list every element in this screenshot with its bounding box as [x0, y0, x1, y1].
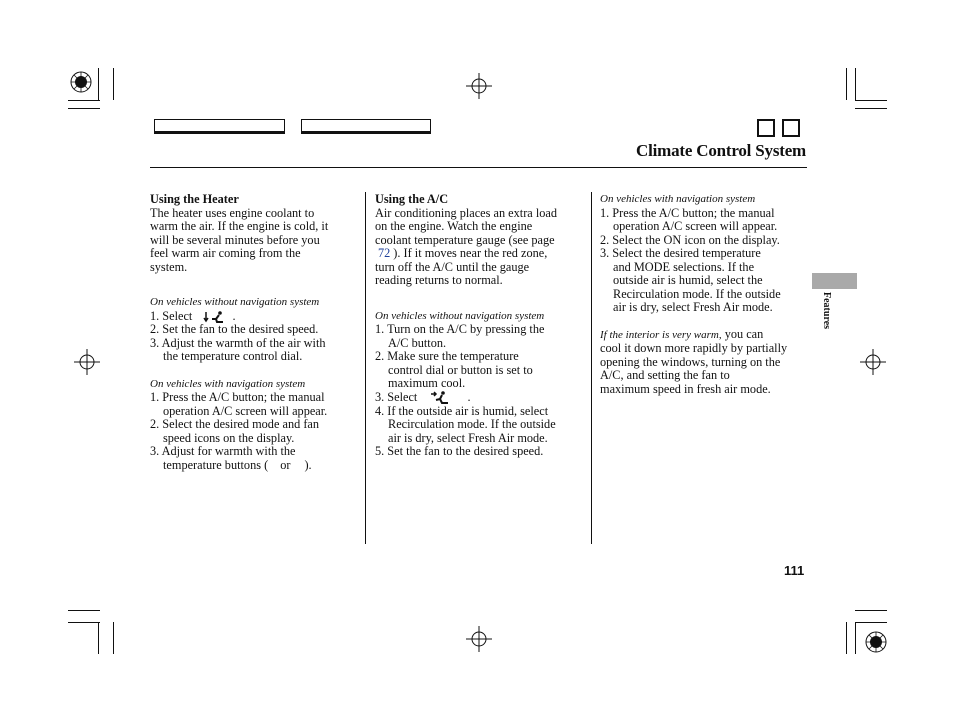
page-title: Climate Control System [636, 141, 806, 160]
registration-crosshair-icon [466, 626, 492, 652]
page-reference-link[interactable]: 72 [378, 246, 391, 260]
registration-crosshair-icon [466, 73, 492, 99]
section-tab-label: Features [821, 292, 832, 330]
floor-vent-mode-icon [203, 311, 225, 323]
list-item-cont: air is dry, select Fresh Air mode. [613, 300, 773, 314]
body-line: reading returns to normal. [375, 273, 503, 287]
list-item: 1. Press the A/C button; the manual [600, 205, 775, 220]
list-item: 2. Make sure the temperature [375, 349, 519, 363]
page-number: 111 [784, 563, 805, 578]
list-item: 3. Select the desired temperature [600, 246, 761, 260]
list-item-cont: control dial or button is set to [388, 362, 533, 377]
body-line: system. [150, 259, 188, 274]
registration-crosshair-icon [860, 349, 886, 375]
column-ac [375, 193, 589, 459]
tip-line: cool it down more rapidly by partially [600, 341, 788, 355]
list-item-cont: Recirculation mode. If the outside [388, 417, 556, 432]
subsection-label: On vehicles with navigation system [150, 377, 306, 390]
list-item-cont: temperature buttons ( or ). [163, 457, 312, 472]
body-line: Air conditioning places an extra load [375, 205, 558, 220]
body-line: warm the air. If the engine is cold, it [150, 219, 329, 233]
body-line: will be several minutes before you [150, 232, 320, 247]
list-item: 3. Adjust the warmth of the air with [150, 335, 326, 350]
nav-tab-box-1 [154, 119, 285, 134]
tip-line: If the interior is very warm, you can [600, 326, 764, 341]
sunburst-registration-icon [69, 70, 93, 94]
dash-vent-mode-icon [430, 391, 450, 405]
nav-square-2 [782, 119, 800, 137]
subsection-label: On vehicles without navigation system [375, 309, 545, 322]
list-item-cont: Recirculation mode. If the outside [613, 286, 781, 301]
list-item: 1. Turn on the A/C by pressing the [375, 322, 545, 336]
list-item-cont: air is dry, select Fresh Air mode. [388, 430, 548, 445]
column-divider [365, 192, 366, 544]
subsection-label: On vehicles with navigation system [600, 193, 756, 205]
header-rule [150, 167, 807, 168]
section-heading: Using the A/C [375, 192, 449, 206]
list-item: 2. Set the fan to the desired speed. [150, 322, 319, 336]
list-item-cont: operation A/C screen will appear. [163, 403, 328, 418]
list-item: 5. Set the fan to the desired speed. [375, 444, 544, 459]
body-line: 72 ). If it moves near the red zone, [375, 247, 589, 261]
list-item-cont: A/C button. [388, 335, 447, 350]
list-item-cont: maximum cool. [388, 376, 466, 390]
body-line: turn off the A/C until the gauge [375, 259, 530, 274]
list-item: 4. If the outside air is humid, select [375, 403, 549, 418]
list-item: 3. Select . [375, 389, 471, 404]
list-item: 3. Adjust for warmth with the [150, 444, 296, 458]
tip-line: opening the windows, turning on the [600, 354, 781, 369]
section-heading: Using the Heater [150, 192, 239, 206]
registration-crosshair-icon [74, 349, 100, 375]
list-item-cont: and MODE selections. If the [613, 259, 755, 274]
list-item-cont: speed icons on the display. [163, 430, 295, 445]
section-tab [812, 273, 857, 289]
list-item: 1. Select . [150, 308, 236, 323]
tip-line: A/C, and setting the fan to [600, 368, 730, 382]
column-divider [591, 192, 592, 544]
body-line: The heater uses engine coolant to [150, 205, 315, 220]
list-item-cont: operation A/C screen will appear. [613, 219, 778, 233]
list-item: 1. Press the A/C button; the manual [150, 390, 325, 404]
column-ac-nav [600, 193, 810, 396]
tip-line: maximum speed in fresh air mode. [600, 381, 771, 396]
body-line: feel warm air coming from the [150, 246, 301, 260]
nav-square-1 [757, 119, 775, 137]
body-line: coolant temperature gauge (see page [375, 232, 555, 247]
nav-tab-box-2 [301, 119, 431, 134]
column-heater [150, 193, 362, 472]
list-item: 2. Select the ON icon on the display. [600, 232, 780, 247]
subsection-label: On vehicles without navigation system [150, 296, 320, 308]
body-line: on the engine. Watch the engine [375, 219, 533, 233]
list-item-cont: outside air is humid, select the [613, 273, 763, 287]
sunburst-registration-icon [864, 630, 888, 654]
list-item-cont: the temperature control dial. [163, 349, 303, 363]
list-item: 2. Select the desired mode and fan [150, 417, 320, 431]
